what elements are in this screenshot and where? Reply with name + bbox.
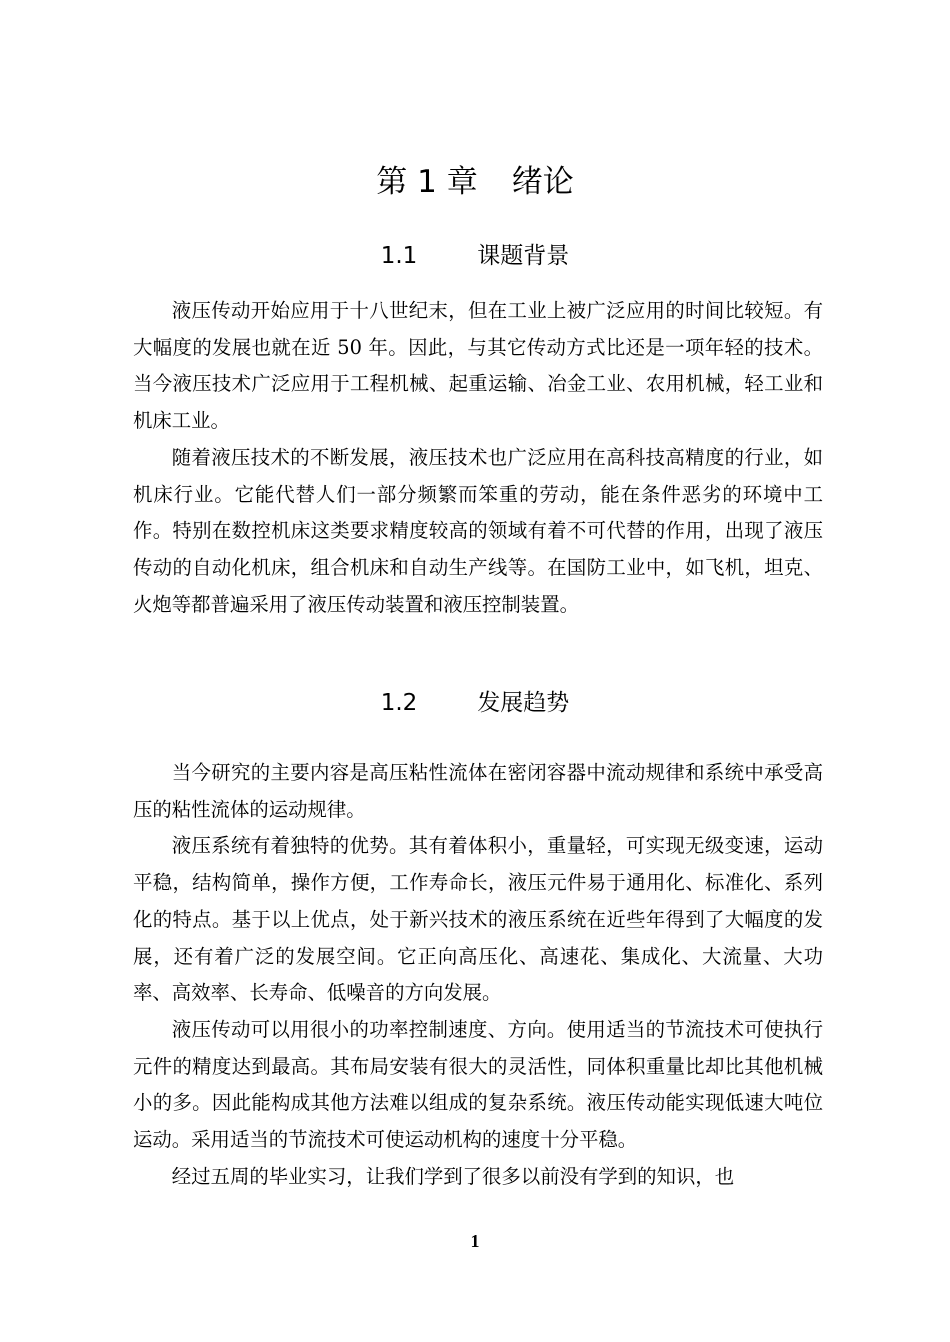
paragraph: 液压传动开始应用于十八世纪末，但在工业上被广泛应用的时间比较短。有大幅度的发展也就在近 50 年。因此，与其它传动方式比还是一项年轻的技术。当今液压技术广泛应用于工程机械、起重运输、冶金工业、农用机械，轻工业和机床工业。 <box>133 299 823 433</box>
chapter-name: 绪论 <box>511 164 574 200</box>
section-body-1-1 <box>133 293 823 623</box>
paragraph: 经过五周的毕业实习，让我们学到了很多以前没有学到的知识，也 <box>171 1164 735 1188</box>
paragraph: 当今研究的主要内容是高压粘性流体在密闭容器中流动规律和系统中承受高压的粘性流体的运动规律。 <box>133 761 823 821</box>
section-heading-1-1 <box>0 240 950 272</box>
chapter-title <box>0 160 950 204</box>
paragraph: 液压系统有着独特的优势。其有着体积小，重量轻，可实现无级变速，运动平稳，结构简单，操作方便，工作寿命长，液压元件易于通用化、标准化、系列化的特点。基于以上优点，处于新兴技术的液压系统在近些年得到了大幅度的发展，还有着广泛的发展空间。它正向高压化、高速花、集成化、大流量、大功率、高效率、长寿命、低噪音的方向发展。 <box>133 834 823 1005</box>
section-number: 1.2 <box>380 690 418 716</box>
section-heading-1-2 <box>0 687 950 719</box>
section-number: 1.1 <box>380 243 418 269</box>
page-number: 1 <box>470 1231 480 1251</box>
section-body-1-2 <box>133 755 823 1195</box>
section-title: 课题背景 <box>477 243 570 269</box>
chapter-number: 第 1 章 <box>376 164 478 200</box>
paragraph: 随着液压技术的不断发展，液压技术也广泛应用在高科技高精度的行业，如机床行业。它能代替人们一部分频繁而笨重的劳动，能在条件恶劣的环境中工作。特别在数控机床这类要求精度较高的领域有着不可代替的作用，出现了液压传动的自动化机床，组合机床和自动生产线等。在国防工业中，如飞机，坦克、火炮等都普遍采用了液压传动装置和液压控制装置。 <box>133 445 823 616</box>
section-title: 发展趋势 <box>477 690 570 716</box>
paragraph: 液压传动可以用很小的功率控制速度、方向。使用适当的节流技术可使执行元件的精度达到最高。其布局安装有很大的灵活性，同体积重量比却比其他机械小的多。因此能构成其他方法难以组成的复杂系统。液压传动能实现低速大吨位运动。采用适当的节流技术可使运动机构的速度十分平稳。 <box>133 1017 823 1152</box>
